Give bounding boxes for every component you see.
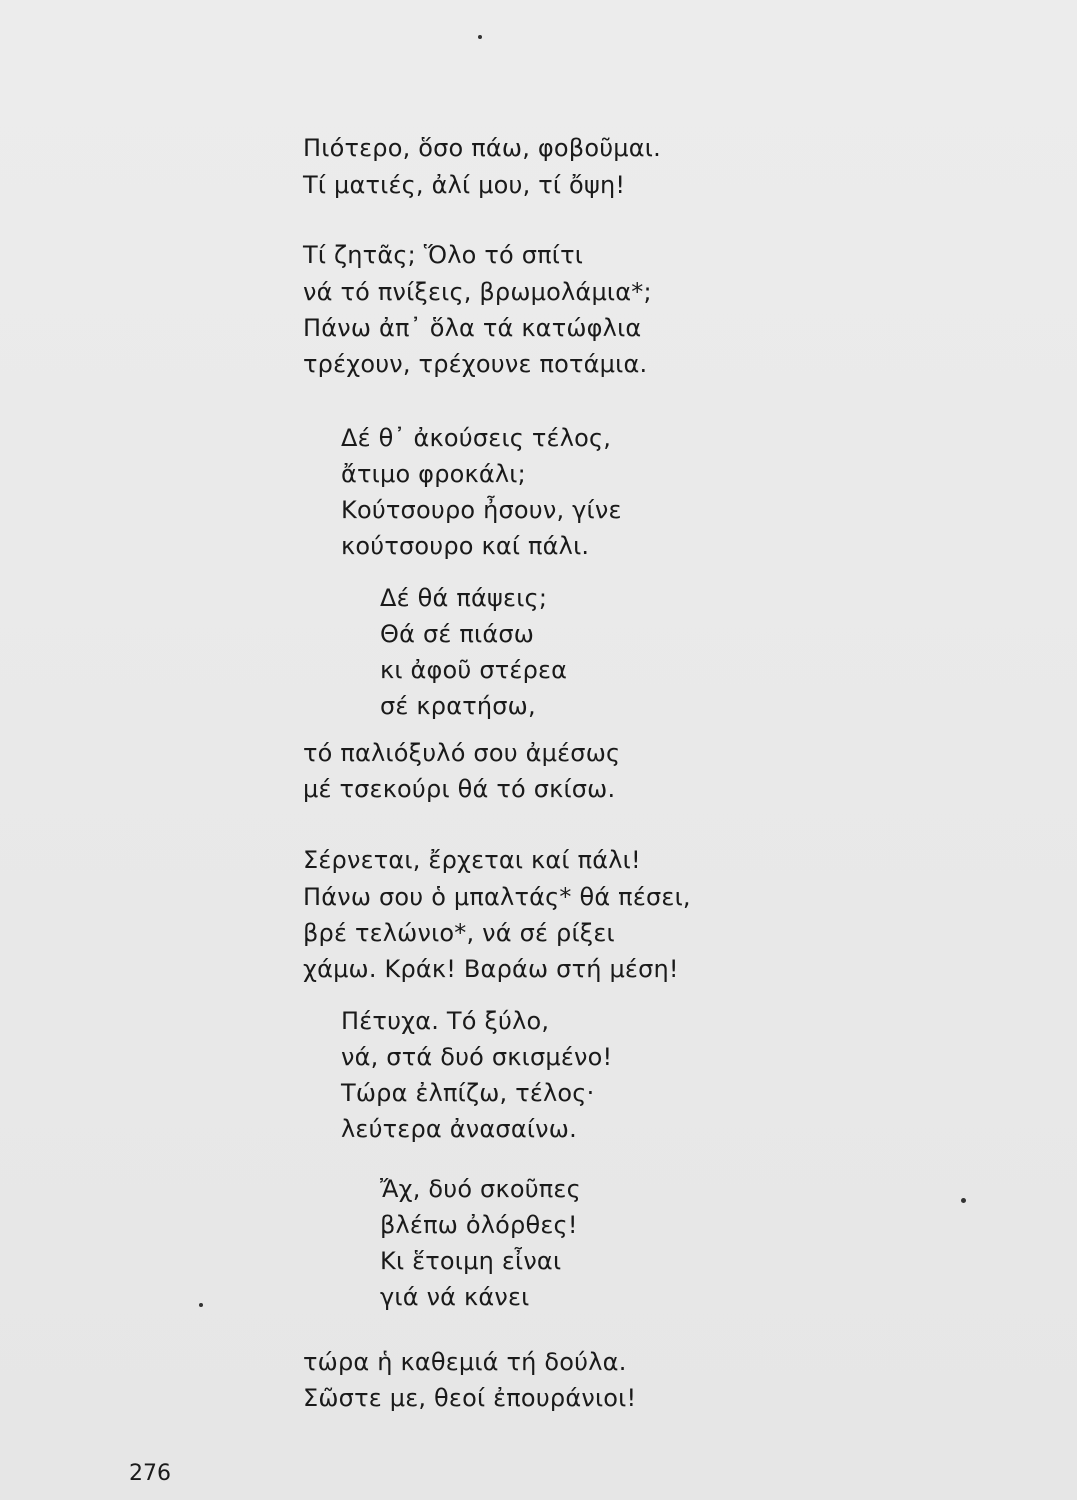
poem-line: Τώρα ἐλπίζω, τέλος· (341, 1079, 595, 1107)
page-number: 276 (129, 1461, 171, 1486)
poem-line: μέ τσεκούρι θά τό σκίσω. (303, 775, 616, 803)
poem-line: Τί ματιές, ἀλί μου, τί ὄψη! (303, 171, 626, 199)
poem-line: κούτσουρο καί πάλι. (341, 532, 590, 560)
scan-speck (478, 35, 482, 39)
poem-line: Δέ θά πάψεις; (380, 584, 548, 612)
poem-line: Πάνω ἀπ᾽ ὅλα τά κατώφλια (303, 314, 642, 342)
poem-line: βλέπω ὀλόρθες! (380, 1211, 578, 1239)
poem-line: Πάνω σου ὁ μπαλτάς* θά πέσει, (303, 883, 691, 911)
poem-line: κι ἀφοῦ στέρεα (380, 656, 568, 684)
poem-line: τρέχουν, τρέχουνε ποτάμια. (303, 350, 648, 378)
poem-line: ἄτιμο φροκάλι; (341, 460, 526, 488)
poem-line: Ἄχ, δυό σκοῦπες (380, 1175, 581, 1203)
poem-line: Σῶστε με, θεοί ἐπουράνιοι! (303, 1384, 637, 1412)
poem-line: σέ κρατήσω, (380, 692, 536, 720)
poem-line: βρέ τελώνιο*, νά σέ ρίξει (303, 919, 615, 947)
poem-line: Κούτσουρο ἦσουν, γίνε (341, 496, 622, 524)
poem-line: νά τό πνίξεις, βρωμολάμια*; (303, 278, 652, 306)
scan-speck (961, 1198, 966, 1203)
poem-line: Τί ζητᾶς; Ὅλο τό σπίτι (303, 241, 584, 269)
scan-speck (199, 1303, 203, 1307)
poem-line: Σέρνεται, ἔρχεται καί πάλι! (303, 846, 641, 874)
poem-line: νά, στά δυό σκισμένο! (341, 1043, 613, 1071)
poem-line: Πέτυχα. Τό ξύλο, (341, 1007, 550, 1035)
poem-line: Θά σέ πιάσω (380, 620, 535, 648)
poem-line: τώρα ἡ καθεμιά τή δούλα. (303, 1348, 627, 1376)
poem-line: γιά νά κάνει (380, 1283, 530, 1311)
poem-line: Δέ θ᾽ ἀκούσεις τέλος, (341, 424, 612, 452)
poem-line: χάμω. Κράκ! Βαράω στή μέση! (303, 955, 679, 983)
poem-line: Κι ἕτοιμη εἶναι (380, 1247, 562, 1275)
poem-line: Πιότερο, ὅσο πάω, φοβοῦμαι. (303, 134, 661, 162)
poem-line: λεύτερα ἀνασαίνω. (341, 1115, 577, 1143)
poem-line: τό παλιόξυλό σου ἀμέσως (303, 739, 621, 767)
